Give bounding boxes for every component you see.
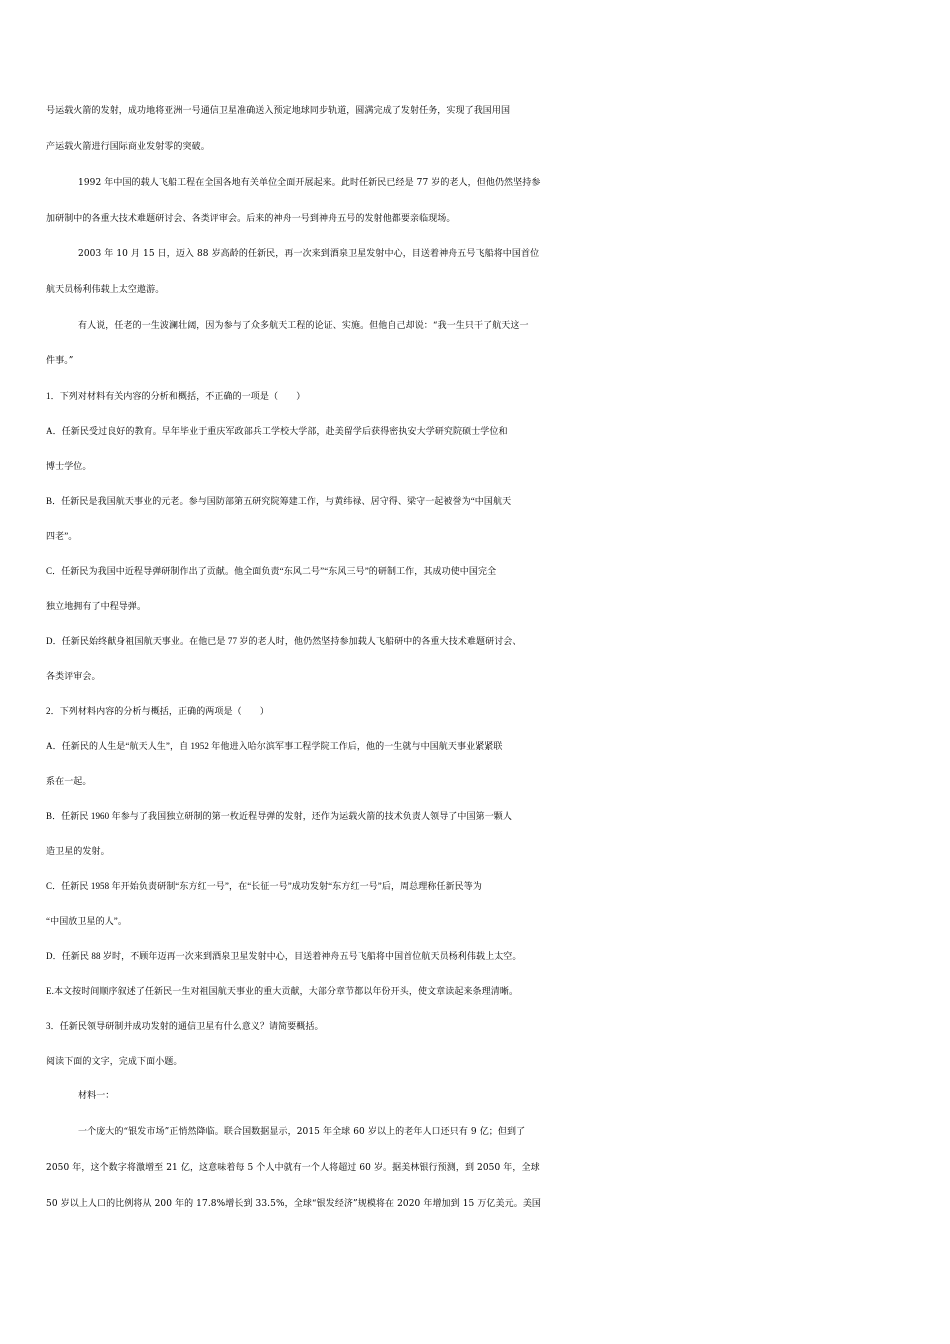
- option-line: A．任新民的人生是“航天人生”，自 1952 年他进入哈尔滨军事工程学院工作后，他的一生就与中国航天事业紧紧联: [46, 741, 503, 751]
- option-line: B．任新民 1960 年参与了我国独立研制的第一枚近程导弹的发射，还作为运载火箭的技术负责人领导了中国第一颗人: [46, 811, 513, 821]
- text-line: 50 岁以上人口的比例将从 200 年的 17.8%增长到 33.5%，全球“银发经济”规模将在 2020 年增加到 15 万亿美元。美国: [46, 1199, 542, 1209]
- option-line: 各类评审会。: [46, 671, 101, 681]
- question-title: 3．任新民领导研制并成功发射的通信卫星有什么意义？请简要概括。: [46, 1021, 324, 1031]
- option-line: D．任新民 88 岁时，不顾年迈再一次来到酒泉卫星发射中心，目送着神舟五号飞船将中国首位航天员杨利伟载上太空。: [46, 951, 522, 961]
- text-line: 号运载火箭的发射，成功地将亚洲一号通信卫星准确送入预定地球同步轨道，圆满完成了发射任务，实现了我国用国: [46, 106, 511, 116]
- text-line: 件事。”: [46, 356, 74, 366]
- material-heading: 材料一：: [78, 1091, 115, 1101]
- text-line: 有人说，任老的一生波澜壮阔，因为参与了众多航天工程的论证、实施。但他自己却说：“我一生只干了航天这一: [78, 321, 529, 331]
- text-line: 加研制中的各重大技术难题研讨会、各类评审会。后来的神舟一号到神舟五号的发射他都要亲临现场。: [46, 214, 456, 224]
- option-line: 四老”。: [46, 531, 78, 541]
- option-line: C．任新民为我国中近程导弹研制作出了贡献。他全面负责“东风二号”“东风三号”的研制工作，其成功使中国完全: [46, 566, 497, 576]
- option-line: A．任新民受过良好的教育。早年毕业于重庆军政部兵工学校大学部，赴美留学后获得密执安大学研究院硕士学位和: [46, 426, 508, 436]
- option-line: C．任新民 1958 年开始负责研制“东方红一号”，在“长征一号”成功发射“东方红一号”后，周总理称任新民等为: [46, 881, 482, 891]
- option-line: D．任新民始终献身祖国航天事业。在他已是 77 岁的老人时，他仍然坚持参加载人飞船研中的各重大技术难题研讨会、: [46, 636, 522, 646]
- question-title: 2．下列材料内容的分析与概括，正确的两项是（ ）: [46, 706, 270, 716]
- text-line: 航天员杨利伟载上太空遨游。: [46, 285, 165, 295]
- text-line: 产运载火箭进行国际商业发射零的突破。: [46, 142, 210, 152]
- instruction-line: 阅读下面的文字，完成下面小题。: [46, 1056, 183, 1066]
- text-line: 2050 年，这个数字将激增至 21 亿，这意味着每 5 个人中就有一个人将超过 60 岁。据美林银行预测，到 2050 年，全球: [46, 1163, 540, 1173]
- option-line: B．任新民是我国航天事业的元老。参与国防部第五研究院筹建工作，与黄纬禄、居守得、梁守一起被誉为“中国航天: [46, 496, 512, 506]
- option-line: 博士学位。: [46, 461, 92, 471]
- option-line: 系在一起。: [46, 776, 92, 786]
- question-title: 1．下列对材料有关内容的分析和概括，不正确的一项是（ ）: [46, 391, 306, 401]
- option-line: E.本文按时间顺序叙述了任新民一生对祖国航天事业的重大贡献，大部分章节都以年份开头，使文章读起来条理清晰。: [46, 986, 519, 996]
- text-line: 2003 年 10 月 15 日，迈入 88 岁高龄的任新民，再一次来到酒泉卫星发射中心，目送着神舟五号飞船将中国首位: [78, 249, 540, 259]
- text-line: 一个庞大的“银发市场”正悄然降临。联合国数据显示，2015 年全球 60 岁以上的老年人口还只有 9 亿；但到了: [78, 1127, 526, 1137]
- option-line: “中国放卫星的人”。: [46, 916, 127, 926]
- option-line: 造卫星的发射。: [46, 846, 110, 856]
- text-line: 1992 年中国的载人飞船工程在全国各地有关单位全面开展起来。此时任新民已经是 77 岁的老人，但他仍然坚持参: [78, 178, 541, 188]
- option-line: 独立地拥有了中程导弹。: [46, 601, 147, 611]
